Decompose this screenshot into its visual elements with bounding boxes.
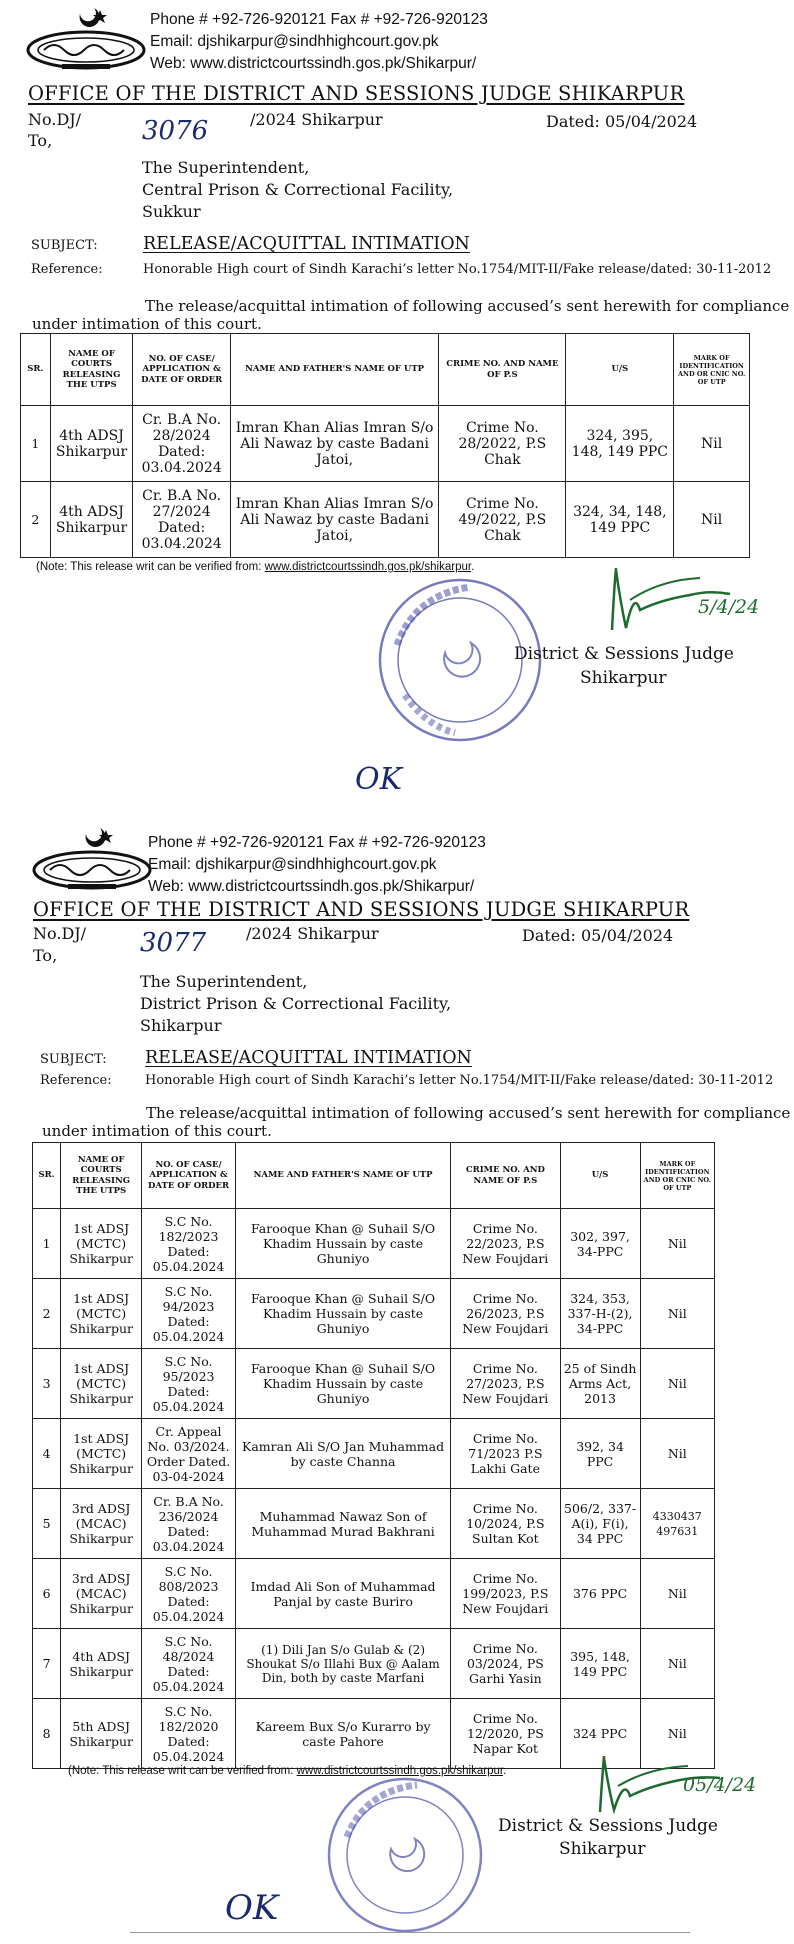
table-row bbox=[33, 1349, 715, 1419]
header-mark: MARK OF IDENTIFICATION AND OR CNIC NO. OF UTP bbox=[674, 334, 750, 406]
cell-court: 4th ADSJ Shikarpur bbox=[50, 482, 133, 558]
web-line: Web: www.districtcourtssindh.gos.pk/Shikarpur/ bbox=[148, 878, 475, 895]
cell-mark: Nil bbox=[674, 482, 750, 558]
cell-court: 5th ADSJ Shikarpur bbox=[61, 1699, 142, 1769]
cell-mark: Nil bbox=[640, 1629, 714, 1699]
cell-court: 1st ADSJ (MCTC) Shikarpur bbox=[61, 1419, 142, 1489]
note-suffix: . bbox=[471, 561, 475, 573]
cell-crime: Crime No. 71/2023 P.S Lakhi Gate bbox=[451, 1419, 560, 1489]
cell-sr: 4 bbox=[33, 1419, 61, 1489]
cell-court: 4th ADSJ Shikarpur bbox=[61, 1629, 142, 1699]
handwritten-letter-no: 3076 bbox=[142, 116, 209, 146]
cell-sr: 7 bbox=[33, 1629, 61, 1699]
subject-text: RELEASE/ACQUITTAL INTIMATION bbox=[145, 1048, 472, 1068]
cell-crime: Crime No. 49/2022, P.S Chak bbox=[439, 482, 566, 558]
cell-crime: Crime No. 27/2023, P.S New Foujdari bbox=[451, 1349, 560, 1419]
cell-sr: 1 bbox=[21, 406, 51, 482]
cell-crime: Crime No. 22/2023, P.S New Foujdari bbox=[451, 1209, 560, 1279]
cell-court: 1st ADSJ (MCTC) Shikarpur bbox=[61, 1209, 142, 1279]
header-court: NAME OF COURTS RELEASING THE UTPS bbox=[50, 334, 133, 406]
cell-case: S.C No. 48/2024 Dated: 05.04.2024 bbox=[142, 1629, 236, 1699]
subject-label: SUBJECT: bbox=[31, 238, 98, 253]
cell-crime: Crime No. 03/2024, PS Garhi Yasin bbox=[451, 1629, 560, 1699]
cell-mark: Nil bbox=[640, 1209, 714, 1279]
court-logo bbox=[22, 4, 150, 78]
year-place: /2024 Shikarpur bbox=[250, 110, 383, 129]
signatory-title: District & Sessions Judge bbox=[514, 644, 734, 664]
body-text: under intimation of this court. bbox=[42, 1122, 272, 1140]
letter-no-label: No.DJ/ bbox=[33, 924, 87, 943]
cell-case: Cr. B.A No. 28/2024 Dated: 03.04.2024 bbox=[133, 406, 230, 482]
cell-crime: Crime No. 199/2023, P.S New Foujdari bbox=[451, 1559, 560, 1629]
cell-mark: Nil bbox=[640, 1559, 714, 1629]
header-name: NAME AND FATHER'S NAME OF UTP bbox=[235, 1143, 450, 1209]
cell-name: Imran Khan Alias Imran S/o Ali Nawaz by caste Badani Jatoi, bbox=[230, 406, 439, 482]
note-prefix: (Note: This release writ can be verified from: bbox=[36, 561, 265, 573]
reference-label: Reference: bbox=[31, 262, 103, 277]
cell-court: 3rd ADSJ (MCAC) Shikarpur bbox=[61, 1559, 142, 1629]
cell-us: 324 PPC bbox=[560, 1699, 640, 1769]
cell-name: Farooque Khan @ Suhail S/O Khadim Hussain by caste Ghuniyo bbox=[235, 1209, 450, 1279]
cell-us: 392, 34 PPC bbox=[560, 1419, 640, 1489]
cell-crime: Crime No. 26/2023, P.S New Foujdari bbox=[451, 1279, 560, 1349]
cell-court: 1st ADSJ (MCTC) Shikarpur bbox=[61, 1279, 142, 1349]
header-crime: CRIME NO. AND NAME OF P.S bbox=[439, 334, 566, 406]
year-place: /2024 Shikarpur bbox=[246, 924, 379, 943]
cell-case: S.C No. 182/2020 Dated: 05.04.2024 bbox=[142, 1699, 236, 1769]
verification-url[interactable]: www.districtcourtssindh.gos.pk/shikarpur bbox=[264, 561, 472, 573]
web-line: Web: www.districtcourtssindh.gos.pk/Shikarpur/ bbox=[150, 55, 477, 72]
cell-mark: Nil bbox=[640, 1419, 714, 1489]
cell-case: S.C No. 182/2023 Dated: 05.04.2024 bbox=[142, 1209, 236, 1279]
verification-note bbox=[36, 561, 474, 573]
cell-us: 324, 395, 148, 149 PPC bbox=[566, 406, 674, 482]
cell-sr: 6 bbox=[33, 1559, 61, 1629]
cell-us: 324, 34, 148, 149 PPC bbox=[566, 482, 674, 558]
addressee-line: The Superintendent, bbox=[140, 972, 308, 991]
release-letter-2 bbox=[0, 820, 794, 1944]
header-crime: CRIME NO. AND NAME OF P.S bbox=[451, 1143, 560, 1209]
handwritten-initials: OK bbox=[355, 762, 403, 797]
cell-name: Muhammad Nawaz Son of Muhammad Murad Bakhrani bbox=[235, 1489, 450, 1559]
cell-mark: 4330437 497631 bbox=[640, 1489, 714, 1559]
cell-us: 506/2, 337-A(i), F(i), 34 PPC bbox=[560, 1489, 640, 1559]
cell-sr: 3 bbox=[33, 1349, 61, 1419]
addressee-line: Sukkur bbox=[142, 202, 201, 221]
release-table bbox=[32, 1142, 715, 1769]
cell-mark: Nil bbox=[640, 1349, 714, 1419]
cell-mark: Nil bbox=[640, 1699, 714, 1769]
cell-mark: Nil bbox=[640, 1279, 714, 1349]
cell-mark: Nil bbox=[674, 406, 750, 482]
addressee-line: The Superintendent, bbox=[142, 158, 310, 177]
header-mark: MARK OF IDENTIFICATION AND OR CNIC NO. OF UTP bbox=[640, 1143, 714, 1209]
release-letter-1 bbox=[0, 0, 794, 797]
letter-no-label: No.DJ/ bbox=[28, 110, 82, 129]
office-title: OFFICE OF THE DISTRICT AND SESSIONS JUDGE SHIKARPUR bbox=[28, 82, 685, 105]
to-label: To, bbox=[33, 946, 58, 965]
cell-name: Farooque Khan @ Suhail S/O Khadim Hussain by caste Ghuniyo bbox=[235, 1279, 450, 1349]
body-text: The release/acquittal intimation of following accused’s sent herewith for compliance bbox=[146, 1104, 791, 1122]
cell-case: Cr. B.A No. 27/2024 Dated: 03.04.2024 bbox=[133, 482, 230, 558]
table-row bbox=[21, 406, 750, 482]
cell-case: S.C No. 808/2023 Dated: 05.04.2024 bbox=[142, 1559, 236, 1629]
reference-label: Reference: bbox=[40, 1073, 112, 1088]
table-row bbox=[33, 1419, 715, 1489]
verification-url[interactable]: www.districtcourtssindh.gos.pk/shikarpur bbox=[296, 1765, 504, 1777]
subject-text: RELEASE/ACQUITTAL INTIMATION bbox=[143, 234, 470, 254]
reference-text: Honorable High court of Sindh Karachi’s letter No.1754/MIT-II/Fake release/dated: 30-11-2012 bbox=[145, 1073, 774, 1088]
court-stamp bbox=[325, 1775, 485, 1935]
signatory-place: Shikarpur bbox=[580, 668, 667, 688]
signatory-title: District & Sessions Judge bbox=[498, 1816, 718, 1836]
cell-name: Imran Khan Alias Imran S/o Ali Nawaz by caste Badani Jatoi, bbox=[230, 482, 439, 558]
letter-date: Dated: 05/04/2024 bbox=[522, 926, 674, 945]
table-row bbox=[33, 1489, 715, 1559]
reference-text: Honorable High court of Sindh Karachi’s letter No.1754/MIT-II/Fake release/dated: 30-11-2012 bbox=[143, 262, 772, 277]
cell-us: 302, 397, 34-PPC bbox=[560, 1209, 640, 1279]
to-label: To, bbox=[28, 131, 53, 150]
cell-us: 324, 353, 337-H-(2), 34-PPC bbox=[560, 1279, 640, 1349]
body-text: The release/acquittal intimation of following accused’s sent herewith for compliance bbox=[145, 297, 790, 315]
office-title: OFFICE OF THE DISTRICT AND SESSIONS JUDGE SHIKARPUR bbox=[33, 898, 690, 921]
cell-court: 1st ADSJ (MCTC) Shikarpur bbox=[61, 1349, 142, 1419]
cell-sr: 2 bbox=[21, 482, 51, 558]
addressee-line: District Prison & Correctional Facility, bbox=[140, 994, 452, 1013]
table-row bbox=[33, 1559, 715, 1629]
subject-label: SUBJECT: bbox=[40, 1052, 107, 1067]
release-table bbox=[20, 333, 750, 558]
cell-sr: 8 bbox=[33, 1699, 61, 1769]
cell-crime: Crime No. 10/2024, P.S Sultan Kot bbox=[451, 1489, 560, 1559]
cell-sr: 5 bbox=[33, 1489, 61, 1559]
addressee-line: Central Prison & Correctional Facility, bbox=[142, 180, 454, 199]
cell-name: Farooque Khan @ Suhail S/O Khadim Hussain by caste Ghuniyo bbox=[235, 1349, 450, 1419]
email-line: Email: djshikarpur@sindhhighcourt.gov.pk bbox=[150, 33, 439, 50]
table-row bbox=[33, 1279, 715, 1349]
cell-name: (1) Dili Jan S/o Gulab & (2) Shoukat S/o Illahi Bux @ Aalam Din, both by caste Marfani bbox=[235, 1629, 450, 1699]
cell-court: 3rd ADSJ (MCAC) Shikarpur bbox=[61, 1489, 142, 1559]
court-logo bbox=[28, 824, 156, 898]
letter-date: Dated: 05/04/2024 bbox=[546, 112, 698, 131]
table-row bbox=[33, 1629, 715, 1699]
cell-case: Cr. B.A No. 236/2024 Dated: 03.04.2024 bbox=[142, 1489, 236, 1559]
header-case: NO. OF CASE/ APPLICATION & DATE OF ORDER bbox=[133, 334, 230, 406]
cell-crime: Crime No. 28/2022, P.S Chak bbox=[439, 406, 566, 482]
header-sr: SR. bbox=[33, 1143, 61, 1209]
cell-name: Kamran Ali S/O Jan Muhammad by caste Channa bbox=[235, 1419, 450, 1489]
cell-sr: 2 bbox=[33, 1279, 61, 1349]
cell-case: S.C No. 94/2023 Dated: 05.04.2024 bbox=[142, 1279, 236, 1349]
cell-us: 395, 148, 149 PPC bbox=[560, 1629, 640, 1699]
handwritten-letter-no: 3077 bbox=[140, 928, 207, 958]
header-case: NO. OF CASE/ APPLICATION & DATE OF ORDER bbox=[142, 1143, 236, 1209]
cell-name: Kareem Bux S/o Kurarro by caste Pahore bbox=[235, 1699, 450, 1769]
signatory-place: Shikarpur bbox=[559, 1839, 646, 1859]
header-sr: SR. bbox=[21, 334, 51, 406]
signature-date: 5/4/24 bbox=[698, 596, 760, 618]
addressee-line: Shikarpur bbox=[140, 1016, 222, 1035]
phone-fax-line: Phone # +92-726-920121 Fax # +92-726-920123 bbox=[148, 834, 486, 851]
header-us: U/S bbox=[560, 1143, 640, 1209]
signature-date: 05/4/24 bbox=[683, 1774, 757, 1796]
header-us: U/S bbox=[566, 334, 674, 406]
cell-court: 4th ADSJ Shikarpur bbox=[50, 406, 133, 482]
body-text: under intimation of this court. bbox=[32, 315, 262, 333]
table-row bbox=[21, 482, 750, 558]
cell-name: Imdad Ali Son of Muhammad Panjal by caste Buriro bbox=[235, 1559, 450, 1629]
cell-case: S.C No. 95/2023 Dated: 05.04.2024 bbox=[142, 1349, 236, 1419]
cell-case: Cr. Appeal No. 03/2024. Order Dated. 03-04-2024 bbox=[142, 1419, 236, 1489]
cell-crime: Crime No. 12/2020, PS Napar Kot bbox=[451, 1699, 560, 1769]
email-line: Email: djshikarpur@sindhhighcourt.gov.pk bbox=[148, 856, 437, 873]
note-suffix: . bbox=[503, 1765, 507, 1777]
phone-fax-line: Phone # +92-726-920121 Fax # +92-726-920123 bbox=[150, 11, 488, 28]
cell-sr: 1 bbox=[33, 1209, 61, 1279]
note-prefix: (Note: This release writ can be verified from: bbox=[68, 1765, 297, 1777]
page-edge-line bbox=[130, 1932, 690, 1933]
header-court: NAME OF COURTS RELEASING THE UTPS bbox=[61, 1143, 142, 1209]
cell-us: 25 of Sindh Arms Act, 2013 bbox=[560, 1349, 640, 1419]
handwritten-initials: OK bbox=[225, 1888, 279, 1928]
header-name: NAME AND FATHER'S NAME OF UTP bbox=[230, 334, 439, 406]
table-row bbox=[33, 1209, 715, 1279]
cell-us: 376 PPC bbox=[560, 1559, 640, 1629]
